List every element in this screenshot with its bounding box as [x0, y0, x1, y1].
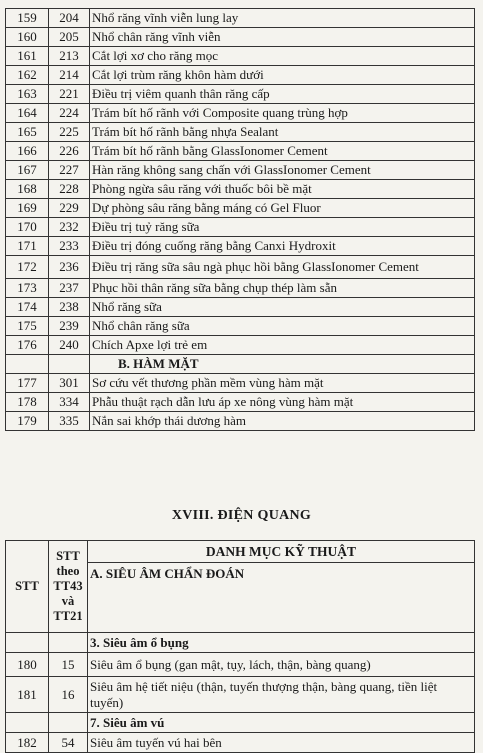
- procedure-name: Điều trị viêm quanh thân răng cấp: [90, 85, 475, 104]
- procedure-name: Nắn sai khớp thái dương hàm: [90, 412, 475, 431]
- stt-cell: 163: [6, 85, 49, 104]
- code-cell: 226: [49, 142, 90, 161]
- stt-cell: 177: [6, 374, 49, 393]
- procedure-name: Cắt lợi trùm răng khôn hàm dưới: [90, 66, 475, 85]
- stt-cell: 162: [6, 66, 49, 85]
- procedure-name: Điều trị răng sữa sâu ngà phục hồi bằng GlassIonomer Cement: [90, 256, 475, 279]
- stt-cell: 181: [6, 677, 49, 713]
- code-cell: 213: [49, 47, 90, 66]
- procedure-name: Hàn răng không sang chấn với GlassIonomer Cement: [90, 161, 475, 180]
- table-row: [6, 180, 475, 199]
- table-row: [6, 9, 475, 28]
- stt-cell: 164: [6, 104, 49, 123]
- code-cell: 233: [49, 237, 90, 256]
- code-cell: 214: [49, 66, 90, 85]
- stt-cell: 168: [6, 180, 49, 199]
- group-row: [6, 633, 475, 653]
- stt-cell: 174: [6, 298, 49, 317]
- stt-cell: 172: [6, 256, 49, 279]
- empty-cell: [6, 633, 49, 653]
- code-cell: 240: [49, 336, 90, 355]
- code-cell: 227: [49, 161, 90, 180]
- table-row: [6, 66, 475, 85]
- subsection-b-title: B. HÀM MẶT: [90, 355, 475, 374]
- section-title: XVIII. ĐIỆN QUANG: [171, 508, 312, 523]
- procedure-name: Nhổ chân răng vĩnh viễn: [90, 28, 475, 47]
- procedure-name: Điều trị tuỷ răng sữa: [90, 218, 475, 237]
- procedure-name: Điều trị đóng cuống răng bằng Canxi Hydroxit: [90, 237, 475, 256]
- code-cell: 239: [49, 317, 90, 336]
- header-danh-muc: DANH MỤC KỸ THUẬT: [88, 541, 475, 563]
- code-cell: 16: [49, 677, 88, 713]
- stt-cell: 179: [6, 412, 49, 431]
- table-row: [6, 653, 475, 677]
- code-cell: 225: [49, 123, 90, 142]
- table-row: [6, 336, 475, 355]
- stt-cell: 161: [6, 47, 49, 66]
- procedure-name: Phục hồi thân răng sữa bằng chụp thép làm sẵn: [90, 279, 475, 298]
- procedure-name: Nhổ răng sữa: [90, 298, 475, 317]
- stt-cell: 175: [6, 317, 49, 336]
- code-cell: 229: [49, 199, 90, 218]
- stt-cell: 165: [6, 123, 49, 142]
- procedure-name: Siêu âm ổ bụng (gan mật, tụy, lách, thận, bàng quang): [88, 653, 475, 677]
- table-row: [6, 256, 475, 279]
- code-cell: 205: [49, 28, 90, 47]
- empty-cell: [49, 713, 88, 733]
- stt-cell: 170: [6, 218, 49, 237]
- table-row: [6, 412, 475, 431]
- procedure-name: Cắt lợi xơ cho răng mọc: [90, 47, 475, 66]
- empty-cell: [6, 713, 49, 733]
- table-row: [6, 123, 475, 142]
- subsection-a-title: A. SIÊU ÂM CHẨN ĐOÁN: [88, 563, 475, 633]
- stt-cell: 176: [6, 336, 49, 355]
- procedure-name: Trám bít hố rãnh với Composite quang trùng hợp: [90, 104, 475, 123]
- table-header-row: [6, 541, 475, 563]
- procedure-name: Chích Apxe lợi trẻ em: [90, 336, 475, 355]
- procedure-name: Phẫu thuật rạch dẫn lưu áp xe nông vùng hàm mặt: [90, 393, 475, 412]
- group-row: [6, 713, 475, 733]
- procedure-table-dental: [5, 8, 475, 431]
- table-row: [6, 218, 475, 237]
- table-row: [6, 393, 475, 412]
- table-row: [6, 298, 475, 317]
- stt-cell: 159: [6, 9, 49, 28]
- procedure-name: Siêu âm tuyến vú hai bên: [88, 733, 475, 753]
- procedure-name: Sơ cứu vết thương phần mềm vùng hàm mặt: [90, 374, 475, 393]
- code-cell: 224: [49, 104, 90, 123]
- procedure-name: Trám bít hố rãnh bằng GlassIonomer Cement: [90, 142, 475, 161]
- header-stt: STT: [6, 541, 49, 633]
- code-cell: 334: [49, 393, 90, 412]
- group-title-7: 7. Siêu âm vú: [88, 713, 475, 733]
- stt-cell: 169: [6, 199, 49, 218]
- stt-cell: 173: [6, 279, 49, 298]
- procedure-table-imaging: [5, 540, 475, 753]
- stt-cell: 171: [6, 237, 49, 256]
- table-row: [6, 317, 475, 336]
- code-cell: 301: [49, 374, 90, 393]
- table-row: [6, 161, 475, 180]
- table-row: [6, 47, 475, 66]
- table-row: [6, 677, 475, 713]
- code-cell: 204: [49, 9, 90, 28]
- empty-cell: [49, 355, 90, 374]
- code-cell: 335: [49, 412, 90, 431]
- procedure-name: Nhổ răng vĩnh viễn lung lay: [90, 9, 475, 28]
- stt-cell: 166: [6, 142, 49, 161]
- header-stt-tt: STT theo TT43 và TT21: [49, 541, 88, 633]
- table-row: [6, 199, 475, 218]
- code-cell: 237: [49, 279, 90, 298]
- stt-cell: 180: [6, 653, 49, 677]
- procedure-name: Trám bít hố rãnh bằng nhựa Sealant: [90, 123, 475, 142]
- group-title-3: 3. Siêu âm ổ bụng: [88, 633, 475, 653]
- procedure-table-body: [6, 9, 475, 431]
- stt-cell: 167: [6, 161, 49, 180]
- stt-cell: 160: [6, 28, 49, 47]
- code-cell: 236: [49, 256, 90, 279]
- code-cell: 221: [49, 85, 90, 104]
- table-row: [6, 279, 475, 298]
- code-cell: 238: [49, 298, 90, 317]
- table-row: [6, 142, 475, 161]
- stt-cell: 182: [6, 733, 49, 753]
- code-cell: 232: [49, 218, 90, 237]
- stt-cell: 178: [6, 393, 49, 412]
- subsection-row: [6, 355, 475, 374]
- table-row: [6, 374, 475, 393]
- procedure-name: Nhổ chân răng sữa: [90, 317, 475, 336]
- procedure-name: Dự phòng sâu răng bằng máng có Gel Fluor: [90, 199, 475, 218]
- table-row: [6, 28, 475, 47]
- procedure-name: Siêu âm hệ tiết niệu (thận, tuyến thượng thận, bàng quang, tiền liệt tuyến): [88, 677, 475, 713]
- code-cell: 228: [49, 180, 90, 199]
- code-cell: 15: [49, 653, 88, 677]
- empty-cell: [6, 355, 49, 374]
- table-row: [6, 85, 475, 104]
- table-row: [6, 104, 475, 123]
- procedure-name: Phòng ngừa sâu răng với thuốc bôi bề mặt: [90, 180, 475, 199]
- code-cell: 54: [49, 733, 88, 753]
- empty-cell: [49, 633, 88, 653]
- table-row: [6, 237, 475, 256]
